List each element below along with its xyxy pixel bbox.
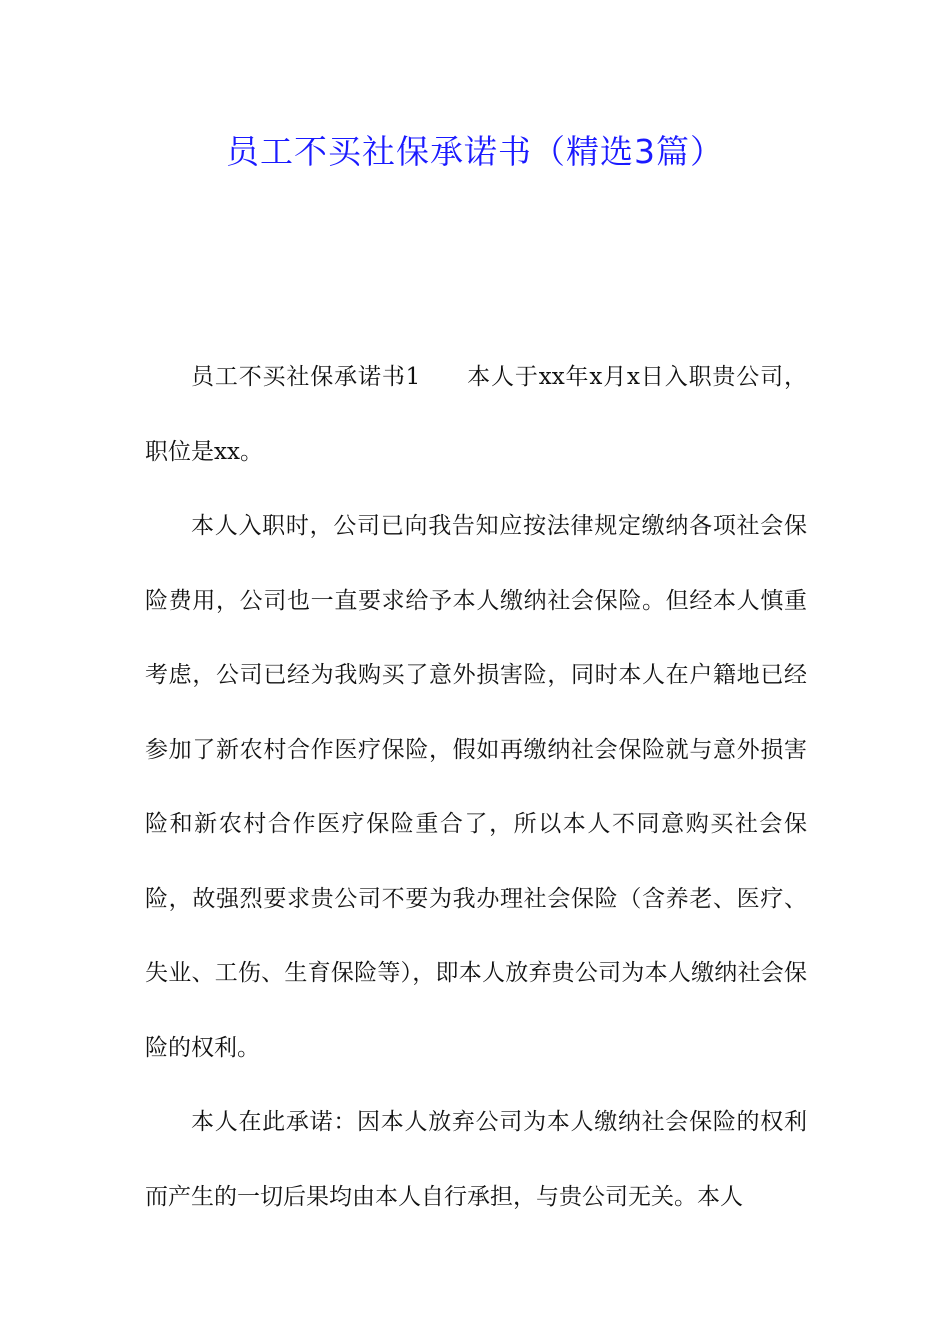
paragraph-2: 本人入职时，公司已向我告知应按法律规定缴纳各项社会保险费用，公司也一直要求给予本人缴纳社会保险。但经本人慎重考虑，公司已经为我购买了意外损害险，同时本人在户籍地已经参加了新农村合作医疗保险，假如再缴纳社会保险就与意外损害险和新农村合作医疗保险重合了，所以本人不同意购买社会保险，故强烈要求贵公司不要为我办理社会保险（含养老、医疗、失业、工伤、生育保险等），即本人放弃贵公司为本人缴纳社会保险的权利。 — [145, 513, 807, 1061]
document-title: 员工不买社保承诺书（精选3篇） — [226, 132, 724, 171]
paragraph-1-text: 本人于xx年x月x日入职贵公司，职位是xx。 — [145, 364, 807, 465]
paragraph-1 — [145, 340, 807, 489]
section-heading: 员工不买社保承诺书1 — [191, 364, 421, 390]
document-body — [145, 340, 807, 1234]
paragraph-3: 本人在此承诺：因本人放弃公司为本人缴纳社会保险的权利而产生的一切后果均由本人自行承担，与贵公司无关。本人 — [145, 1109, 807, 1210]
